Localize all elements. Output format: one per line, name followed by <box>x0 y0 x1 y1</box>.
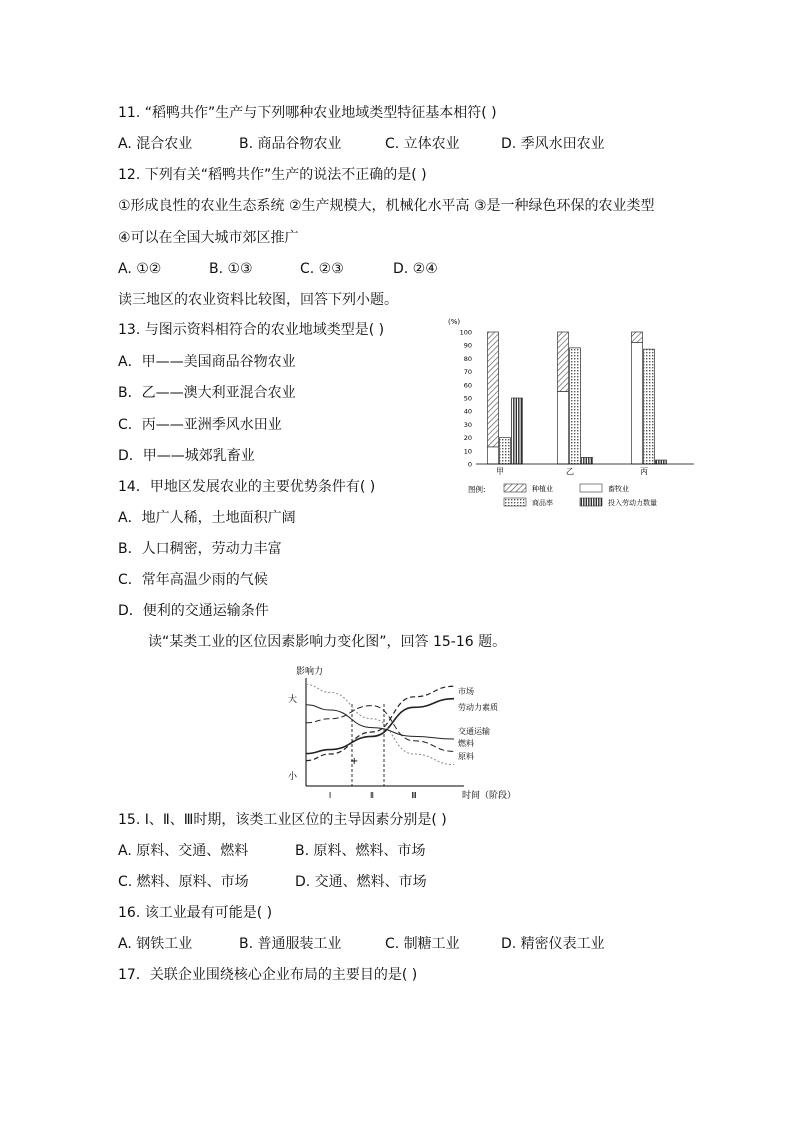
q12-statements-line1: ①形成良性的农业生态系统 ②生产规模大，机械化水平高 ③是一种绿色环保的农业类型 <box>118 198 655 214</box>
chart2-stage-label: Ⅱ <box>370 791 374 800</box>
q12-option-c: C. ②③ <box>300 261 344 277</box>
chart2-mark: + <box>350 756 359 767</box>
chart1-legend-label: 投入劳动力数量 <box>608 499 657 507</box>
q12-stem: 12. 下列有关“稻鸭共作”生产的说法不正确的是( ) <box>118 167 427 183</box>
q14-option-b: B．人口稠密，劳动力丰富 <box>118 541 282 557</box>
q14-option-d: D．便利的交通运输条件 <box>118 603 269 619</box>
chart1-unit-label: (%) <box>448 318 461 326</box>
q15-option-d: D. 交通、燃料、市场 <box>295 874 427 890</box>
chart1-bar-commodity-rate <box>644 349 655 464</box>
q15-option-a: A. 原料、交通、燃料 <box>118 843 249 859</box>
chart2-y-high: 大 <box>288 695 298 705</box>
q16-option-d: D. 精密仪表工业 <box>501 936 605 952</box>
chart1-legend-title: 图例: <box>468 485 486 494</box>
chart1-ytick-label: 60 <box>463 381 472 390</box>
chart1-ytick-label: 30 <box>463 420 472 429</box>
chart1-category-label: 丙 <box>640 467 648 476</box>
chart2-series-label: 燃料 <box>458 739 474 748</box>
q16-stem: 16. 该工业最有可能是( ) <box>118 905 273 921</box>
q12-statements-line2: ④可以在全国大城市郊区推广 <box>118 230 299 246</box>
q14-option-c: C．常年高温少雨的气候 <box>118 572 268 588</box>
chart1-bar-livestock <box>558 391 569 464</box>
chart1-bar-crop <box>632 332 643 343</box>
q16-option-a: A. 钢铁工业 <box>118 936 193 952</box>
chart1-ytick-label: 40 <box>463 407 472 416</box>
chart1-ytick-label: 50 <box>463 394 472 403</box>
q15-option-c: C. 燃料、原料、市场 <box>118 874 249 890</box>
q12-option-d: D. ②④ <box>393 261 438 277</box>
chart1-legend-swatch <box>580 484 602 492</box>
agriculture-bar-chart <box>448 316 698 512</box>
chart1-bar-labor <box>582 457 593 464</box>
q15-option-b: B. 原料、燃料、市场 <box>295 843 426 859</box>
chart1-ytick-label: 0 <box>467 460 472 469</box>
chart1-bar-labor <box>656 460 667 464</box>
q13-option-d: D．甲——城郊乳畜业 <box>118 448 255 464</box>
chart1-bar-commodity-rate <box>500 438 511 464</box>
chart1-bar-livestock <box>488 447 499 464</box>
q11-stem: 11. “稻鸭共作”生产与下列哪种农业地域类型特征基本相符( ) <box>118 105 497 121</box>
chart1-ytick-label: 70 <box>463 368 472 377</box>
q14-stem: 14．甲地区发展农业的主要优势条件有( ) <box>118 479 376 495</box>
chart1-ytick-label: 80 <box>463 354 472 363</box>
chart1-legend-label: 商品率 <box>532 499 553 507</box>
q11-option-c: C. 立体农业 <box>385 136 460 152</box>
q11-option-b: B. 商品谷物农业 <box>239 136 342 152</box>
q15-stem: 15. Ⅰ、Ⅱ、Ⅲ时期，该类工业区位的主导因素分别是( ) <box>118 812 447 828</box>
q16-option-c: C. 制糖工业 <box>385 936 460 952</box>
q13-option-b: B．乙——澳大利亚混合农业 <box>118 385 296 401</box>
chart1-legend-label: 畜牧业 <box>608 485 629 493</box>
chart2-series-label: 市场 <box>458 687 474 696</box>
q11-option-a: A. 混合农业 <box>118 136 193 152</box>
q12-option-a: A. ①② <box>118 261 162 277</box>
chart2-ylabel: 影响力 <box>296 667 324 677</box>
chart2-series-label: 交通运输 <box>458 727 490 736</box>
q13-stem: 13. 与图示资料相符合的农业地域类型是( ) <box>118 322 385 338</box>
chart1-bar-crop <box>488 332 499 447</box>
chart1-legend-label: 种植业 <box>532 485 553 493</box>
q13-option-c: C．丙——亚洲季风水田业 <box>118 417 282 433</box>
chart1-bar-livestock <box>632 343 643 464</box>
chart2-series-label: 原料 <box>458 752 474 761</box>
chart2-series-label: 劳动力素质 <box>458 703 498 712</box>
location-factor-chart <box>286 664 516 802</box>
q14-option-a: A．地广人稀，土地面积广阔 <box>118 510 296 526</box>
chart2-y-low: 小 <box>288 772 298 782</box>
q12-option-b: B. ①③ <box>209 261 253 277</box>
chart1-ytick-label: 90 <box>463 341 472 350</box>
chart1-bar-commodity-rate <box>570 348 581 464</box>
intro-15: 读“某类工业的区位因素影响力变化图”，回答 15-16 题。 <box>148 634 507 650</box>
intro-13: 读三地区的农业资料比较图，回答下列小题。 <box>118 292 398 308</box>
chart1-category-label: 乙 <box>566 467 574 476</box>
q13-option-a: A．甲——美国商品谷物农业 <box>118 354 296 370</box>
q17-stem: 17．关联企业围绕核心企业布局的主要目的是( ) <box>118 967 418 983</box>
chart1-bar-crop <box>558 332 569 391</box>
chart2-xlabel: 时间（阶段） <box>462 791 516 801</box>
chart1-category-label: 甲 <box>496 467 504 476</box>
chart2-series-line <box>306 684 454 764</box>
q16-option-b: B. 普通服装工业 <box>239 936 342 952</box>
chart1-ytick-label: 100 <box>459 328 472 337</box>
chart1-ytick-label: 10 <box>463 447 472 456</box>
chart1-legend-swatch <box>580 498 602 506</box>
chart1-legend-swatch <box>504 484 526 492</box>
chart2-stage-label: Ⅲ <box>411 791 417 800</box>
chart1-bar-labor <box>512 398 523 464</box>
chart1-legend-swatch <box>504 498 526 506</box>
chart1-ytick-label: 20 <box>463 434 472 443</box>
q11-option-d: D. 季风水田农业 <box>501 136 605 152</box>
chart2-stage-label: Ⅰ <box>328 791 332 800</box>
